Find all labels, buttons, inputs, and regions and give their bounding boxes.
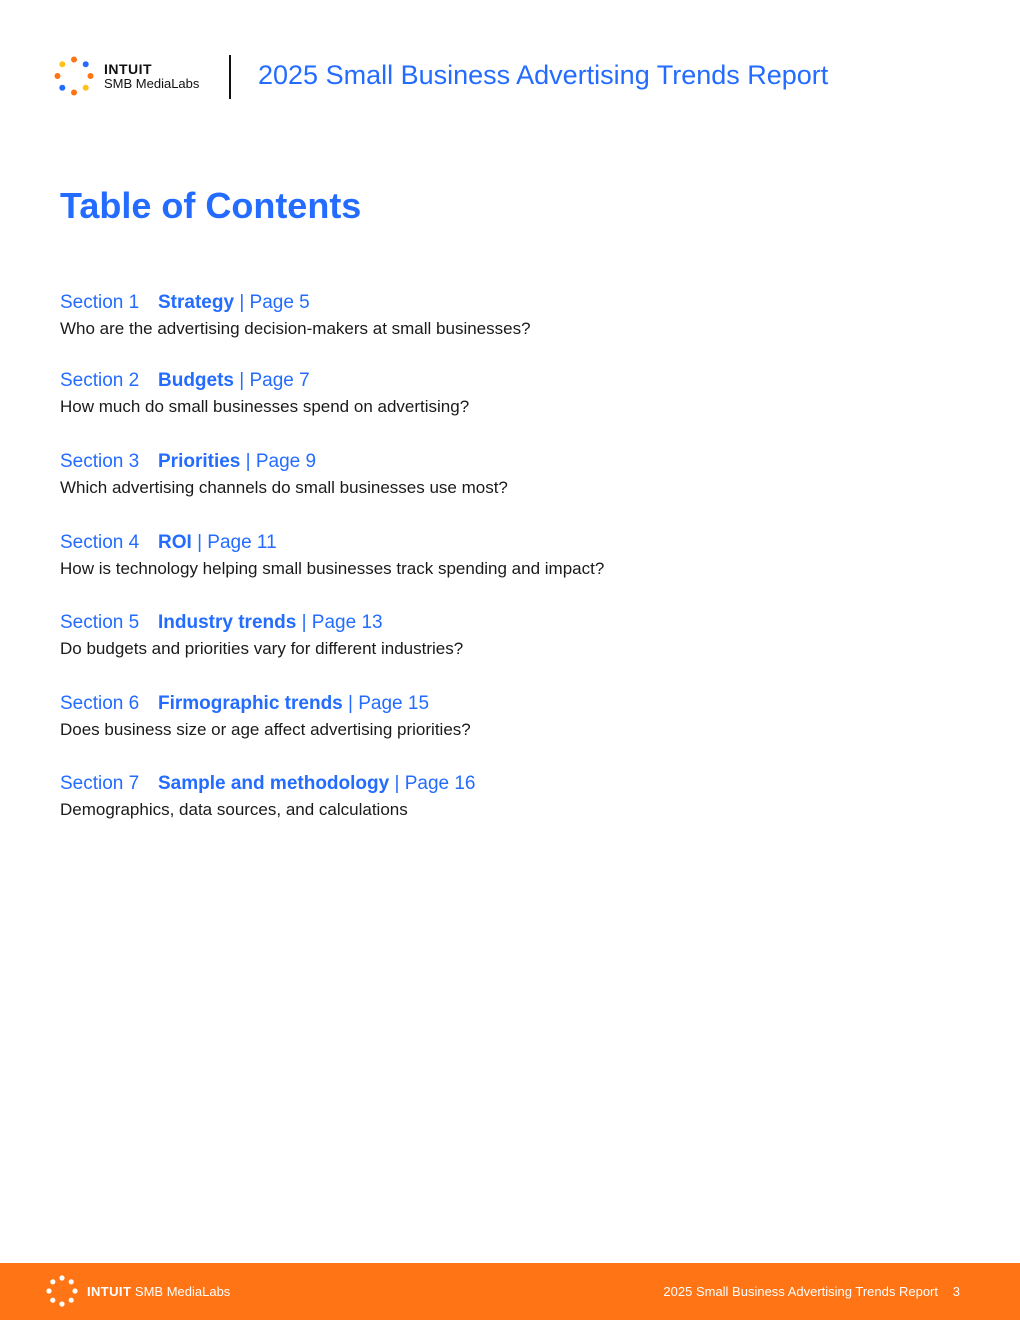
section-description: Demographics, data sources, and calculations bbox=[60, 800, 408, 819]
section-name: Industry trends bbox=[158, 612, 297, 633]
toc-entry-heading[interactable] bbox=[60, 772, 960, 796]
section-description: Who are the advertising decision-makers at small businesses? bbox=[60, 319, 531, 338]
footer-brand bbox=[87, 1284, 230, 1299]
section-label: Section 3 bbox=[60, 451, 140, 472]
toc-entry-sample-and-methodology[interactable] bbox=[60, 772, 960, 821]
section-label: Section 1 bbox=[60, 292, 140, 313]
section-name: Sample and methodology bbox=[158, 773, 390, 794]
brand-subtitle: SMB MediaLabs bbox=[104, 76, 200, 91]
intuit-logo-icon bbox=[46, 1275, 78, 1307]
intuit-logo-icon bbox=[54, 56, 94, 96]
footer-brand-subtitle: SMB MediaLabs bbox=[134, 1284, 231, 1299]
toc-entry-roi[interactable] bbox=[60, 531, 960, 580]
toc-entry-heading[interactable] bbox=[60, 369, 960, 393]
section-description: Do budgets and priorities vary for different industries? bbox=[60, 639, 464, 658]
section-name: Firmographic trends bbox=[158, 693, 343, 714]
page-footer bbox=[0, 1263, 1020, 1320]
report-title: 2025 Small Business Advertising Trends Report bbox=[258, 60, 829, 90]
section-description: How is technology helping small businesses track spending and impact? bbox=[60, 559, 605, 578]
page-reference: | Page 15 bbox=[348, 693, 430, 714]
section-name: Strategy bbox=[158, 292, 235, 313]
page-title: Table of Contents bbox=[60, 185, 362, 226]
page-reference: | Page 11 bbox=[197, 532, 277, 553]
section-label: Section 4 bbox=[60, 532, 140, 553]
footer-report-title: 2025 Small Business Advertising Trends Report bbox=[663, 1284, 938, 1299]
toc-entry-heading[interactable] bbox=[60, 692, 960, 716]
section-name: Budgets bbox=[158, 370, 234, 391]
toc-entry-firmographic-trends[interactable] bbox=[60, 692, 960, 741]
section-description: How much do small businesses spend on advertising? bbox=[60, 397, 470, 416]
page-reference: | Page 9 bbox=[245, 451, 317, 472]
page-reference: | Page 7 bbox=[239, 370, 310, 391]
section-name: Priorities bbox=[158, 451, 241, 472]
toc-entry-strategy[interactable] bbox=[60, 291, 960, 340]
page-reference: | Page 5 bbox=[239, 292, 310, 313]
toc-entry-budgets[interactable] bbox=[60, 369, 960, 418]
toc-entry-heading[interactable] bbox=[60, 531, 960, 555]
header-divider bbox=[229, 55, 231, 99]
section-label: Section 2 bbox=[60, 370, 140, 391]
section-name: ROI bbox=[158, 532, 192, 553]
toc-entry-heading[interactable] bbox=[60, 611, 960, 635]
page-reference: | Page 16 bbox=[394, 773, 476, 794]
toc-entry-heading[interactable] bbox=[60, 450, 960, 474]
section-description: Does business size or age affect advertising priorities? bbox=[60, 720, 471, 739]
footer-brand-name: INTUIT bbox=[87, 1284, 132, 1299]
section-label: Section 6 bbox=[60, 693, 140, 714]
section-label: Section 7 bbox=[60, 773, 140, 794]
page-header bbox=[0, 0, 1020, 120]
toc-entry-heading[interactable] bbox=[60, 291, 960, 315]
toc-entry-priorities[interactable] bbox=[60, 450, 960, 499]
section-description: Which advertising channels do small businesses use most? bbox=[60, 478, 508, 497]
toc-entry-industry-trends[interactable] bbox=[60, 611, 960, 660]
page-number: 3 bbox=[952, 1284, 960, 1299]
section-label: Section 5 bbox=[60, 612, 140, 633]
brand-name: INTUIT bbox=[104, 61, 153, 77]
page-reference: | Page 13 bbox=[301, 612, 383, 633]
